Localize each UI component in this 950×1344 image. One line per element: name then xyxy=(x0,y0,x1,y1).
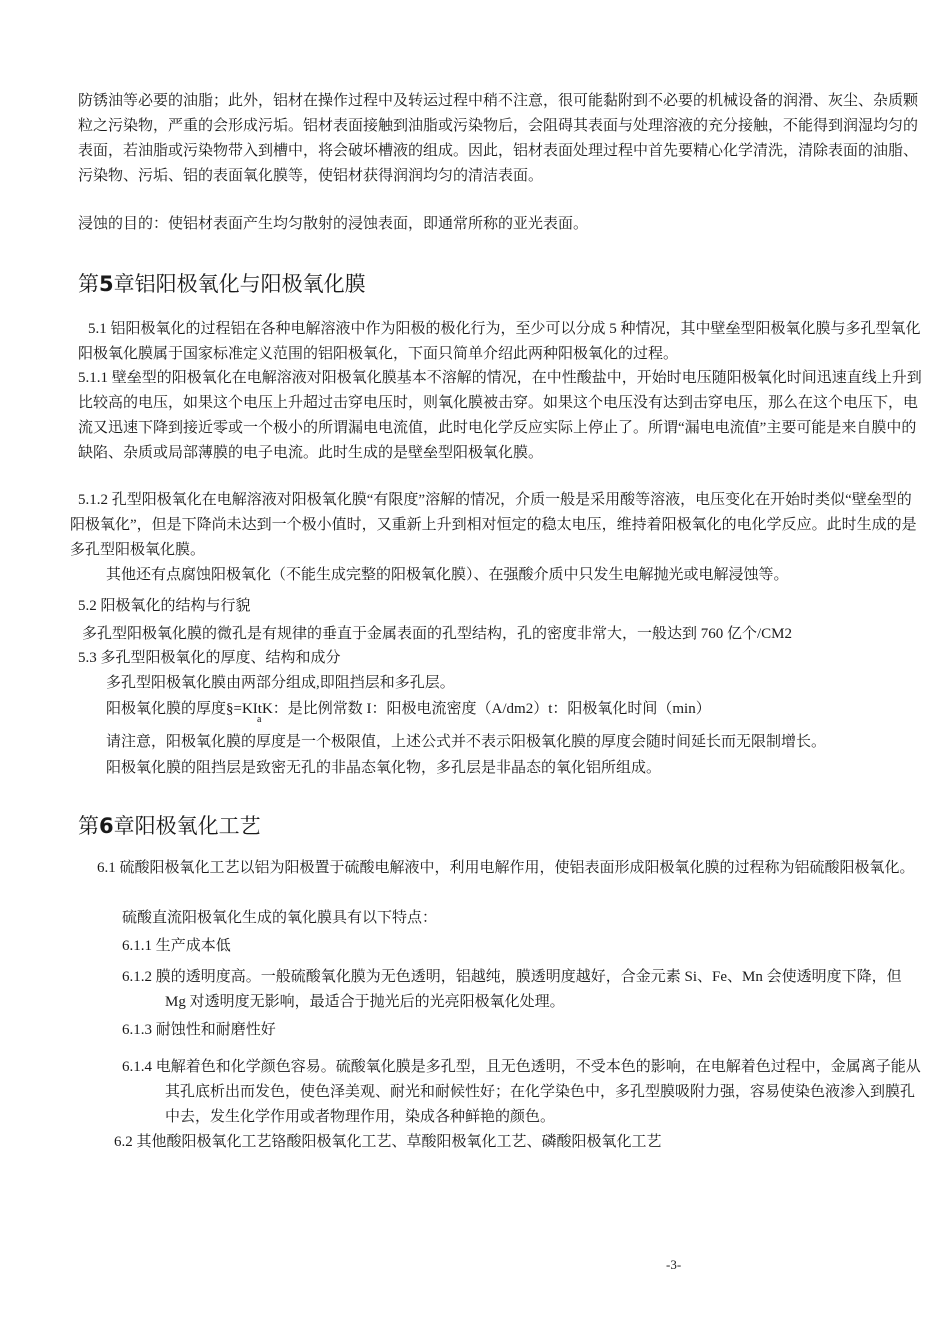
section-6-1-4: 6.1.4 电解着色和化学颜色容易。硫酸氧化膜是多孔型，且无色透明，不受本色的影响，在电解着色过程中，金属离子能从其孔底析出而发色，使色泽美观、耐光和耐候性好；在化学染色中，多孔型膜吸附力强，容易使染色液渗入到膜孔中去，发生化学作用或者物理作用，染成各种鲜艳的颜色。 xyxy=(122,1059,921,1125)
section-5-3: 5.3 多孔型阳极氧化的厚度、结构和成分 xyxy=(78,650,341,666)
barrier-layer-text: 阳极氧化膜的阻挡层是致密无孔的非晶态氧化物，多孔层是非晶态的氧化铝所组成。 xyxy=(106,760,662,776)
section-5-1-1: 5.1.1 壁垒型的阳极氧化在电解溶液对阳极氧化膜基本不溶解的情况，在中性酸盐中，开始时电压随阳极氧化时间迅速直线上升到比较高的电压，如果这个电压上升超过击穿电压时，则氧化膜被击穿。如果这个电压没有达到击穿电压，那么在这个电压下，电流又迅速下降到接近零或一个极小的所谓漏电电流值，此时电化学反应实际上停止了。所谓“漏电电流值”主要可能是来自膜中的缺陷、杂质或局部薄膜的电子电流。此时生成的是壁垒型阳极氧化膜。 xyxy=(78,370,922,461)
section-6-1: 6.1 硫酸阳极氧化工艺以铝为阳极置于硫酸电解液中，利用电解作用，使铝表面形成阳极氧化膜的过程称为铝硫酸阳极氧化。 xyxy=(97,860,915,876)
thickness-note: 请注意，阳极氧化膜的厚度是一个极限值，上述公式并不表示阳极氧化膜的厚度会随时间延长而无限制增长。 xyxy=(106,734,827,750)
section-6-2: 6.2 其他酸阳极氧化工艺铬酸阳极氧化工艺、草酸阳极氧化工艺、磷酸阳极氧化工艺 xyxy=(114,1134,662,1150)
structure-text: 多孔型阳极氧化膜由两部分组成,即阻挡层和多孔层。 xyxy=(106,675,455,691)
thickness-formula: 阳极氧化膜的厚度§=KItK：是比例常数 I：阳极电流密度（A/dm2）t：阳极氧化时间（min） xyxy=(106,701,711,717)
formula-subscript: a xyxy=(257,714,262,725)
section-6-1-2: 6.1.2 膜的透明度高。一般硫酸氧化膜为无色透明，铝越纯，膜透明度越好，合金元素 Si、Fe、Mn 会使透明度下降，但 Mg 对透明度无影响，最适合于抛光后的光亮阳极氧化处理。 xyxy=(122,969,902,1010)
section-6-1-1: 6.1.1 生产成本低 xyxy=(122,938,231,954)
chapter-5-heading: 第5章铝阳极氧化与阳极氧化膜 xyxy=(78,272,366,296)
section-5-2: 5.2 阳极氧化的结构与行貌 xyxy=(78,598,251,614)
etching-purpose: 浸蚀的目的：使铝材表面产生均匀散射的浸蚀表面，即通常所称的亚光表面。 xyxy=(78,216,589,232)
section-5-2-text: 多孔型阳极氧化膜的微孔是有规律的垂直于金属表面的孔型结构，孔的密度非常大，一般达到 760 亿个/CM2 xyxy=(82,626,793,642)
chapter-6-heading: 第6章阳极氧化工艺 xyxy=(78,814,261,838)
other-anodizing: 其他还有点腐蚀阳极氧化（不能生成完整的阳极氧化膜）、在强酸介质中只发生电解抛光或电解浸蚀等。 xyxy=(106,567,789,583)
intro-paragraph: 防锈油等必要的油脂；此外，铝材在操作过程中及转运过程中稍不注意，很可能黏附到不必要的机械设备的润滑、灰尘、杂质颗粒之污染物，严重的会形成污垢。铝材表面接触到油脂或污染物后，会阻碍其表面与处理溶液的充分接触，不能得到润湿均匀的表面，若油脂或污染物带入到槽中，将会破坏槽液的组成。因此，铝材表面处理过程中首先要精心化学清洗，清除表面的油脂、污染物、污垢、铝的表面氧化膜等，使铝材获得润润均匀的清洁表面。 xyxy=(78,93,919,184)
section-6-1-3: 6.1.3 耐蚀性和耐磨性好 xyxy=(122,1022,276,1038)
section-5-1: 5.1 铝阳极氧化的过程铝在各种电解溶液中作为阳极的极化行为，至少可以分成 5 种情况，其中壁垒型阳极氧化膜与多孔型氧化阳极氧化膜属于国家标准定义范围的铝阳极氧化，下面只简单介绍此两种阳极氧化的过程。 xyxy=(78,321,921,362)
page-number: -3- xyxy=(666,1257,682,1272)
section-5-1-2: 5.1.2 孔型阳极氧化在电解溶液对阳极氧化膜“有限度”溶解的情况，介质一般是采用酸等溶液，电压变化在开始时类似“壁垒型的阳极氧化”，但是下降尚未达到一个极小值时，又重新上升到相对恒定的稳太电压，维持着阳极氧化的电化学反应。此时生成的是多孔型阳极氧化膜。 xyxy=(70,492,917,558)
section-6-1-intro: 硫酸直流阳极氧化生成的氧化膜具有以下特点： xyxy=(122,910,438,926)
